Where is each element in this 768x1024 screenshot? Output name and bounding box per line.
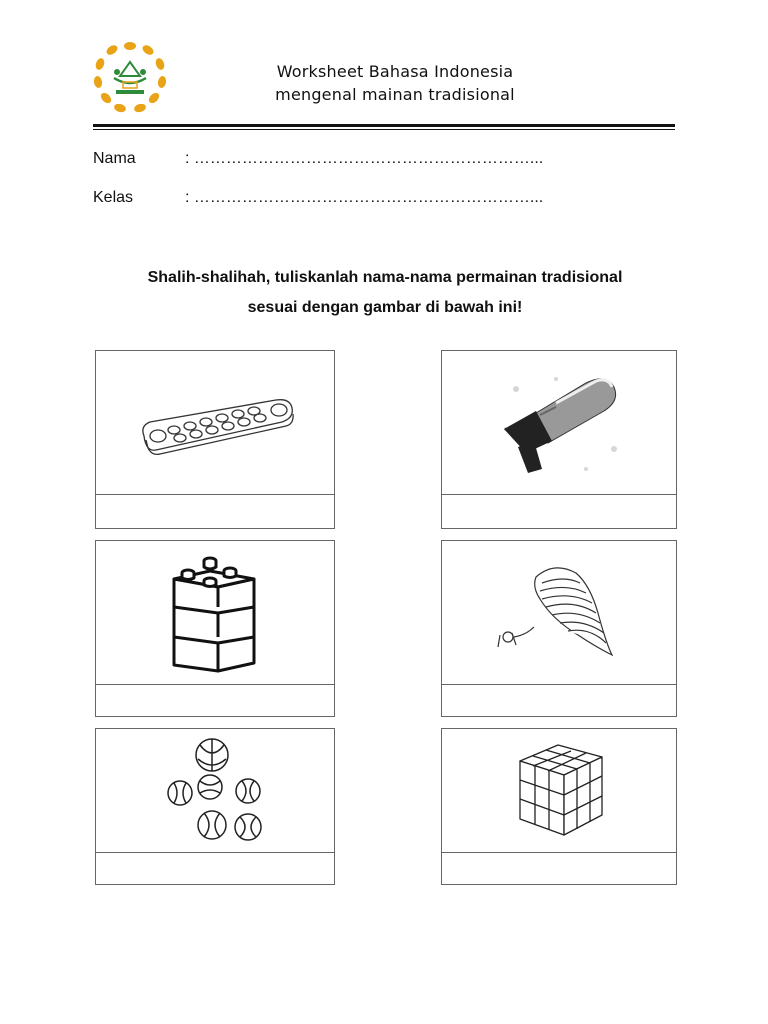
class-field[interactable]: [93, 189, 543, 207]
name-field[interactable]: [93, 150, 543, 168]
title-line-1: Worksheet Bahasa Indonesia: [276, 62, 514, 81]
answer-box-1[interactable]: [96, 494, 334, 528]
picture-card-4: [441, 540, 677, 717]
picture-area-3: [96, 541, 334, 685]
instruction-line-2: sesuai dengan gambar di bawah ini!: [247, 299, 523, 316]
title-line-2: mengenal mainan tradisional: [275, 85, 515, 104]
spinning-top-icon: [494, 563, 618, 663]
answer-box-6[interactable]: [442, 852, 676, 884]
water-gun-icon: [496, 369, 626, 487]
class-blank[interactable]: : ………………………………………………………...: [185, 189, 544, 206]
answer-box-5[interactable]: [96, 852, 334, 884]
school-logo-icon: [90, 40, 170, 114]
picture-card-3: [95, 540, 335, 717]
worksheet-title: [200, 60, 590, 106]
picture-area-2: [442, 351, 676, 495]
answer-box-2[interactable]: [442, 494, 676, 528]
answer-box-4[interactable]: [442, 684, 676, 716]
picture-card-2: [441, 350, 677, 529]
class-label: Kelas: [93, 189, 134, 206]
header-divider-thin: [93, 129, 675, 130]
name-label: Nama: [93, 150, 136, 167]
instruction-line-1: Shalih-shalihah, tuliskanlah nama-nama permainan tradisional: [147, 269, 623, 286]
picture-area-4: [442, 541, 676, 685]
picture-area-5: [96, 729, 334, 853]
picture-area-6: [442, 729, 676, 853]
picture-area-1: [96, 351, 334, 495]
instruction-text: [90, 263, 680, 323]
picture-card-6: [441, 728, 677, 885]
name-blank[interactable]: : ………………………………………………………...: [185, 150, 544, 167]
marbles-icon: [166, 737, 270, 843]
building-blocks-icon: [166, 553, 262, 673]
rubiks-cube-icon: [516, 739, 606, 839]
header-divider-thick: [93, 124, 675, 127]
picture-card-5: [95, 728, 335, 885]
congklak-board-icon: [136, 396, 296, 466]
answer-box-3[interactable]: [96, 684, 334, 716]
picture-card-1: [95, 350, 335, 529]
